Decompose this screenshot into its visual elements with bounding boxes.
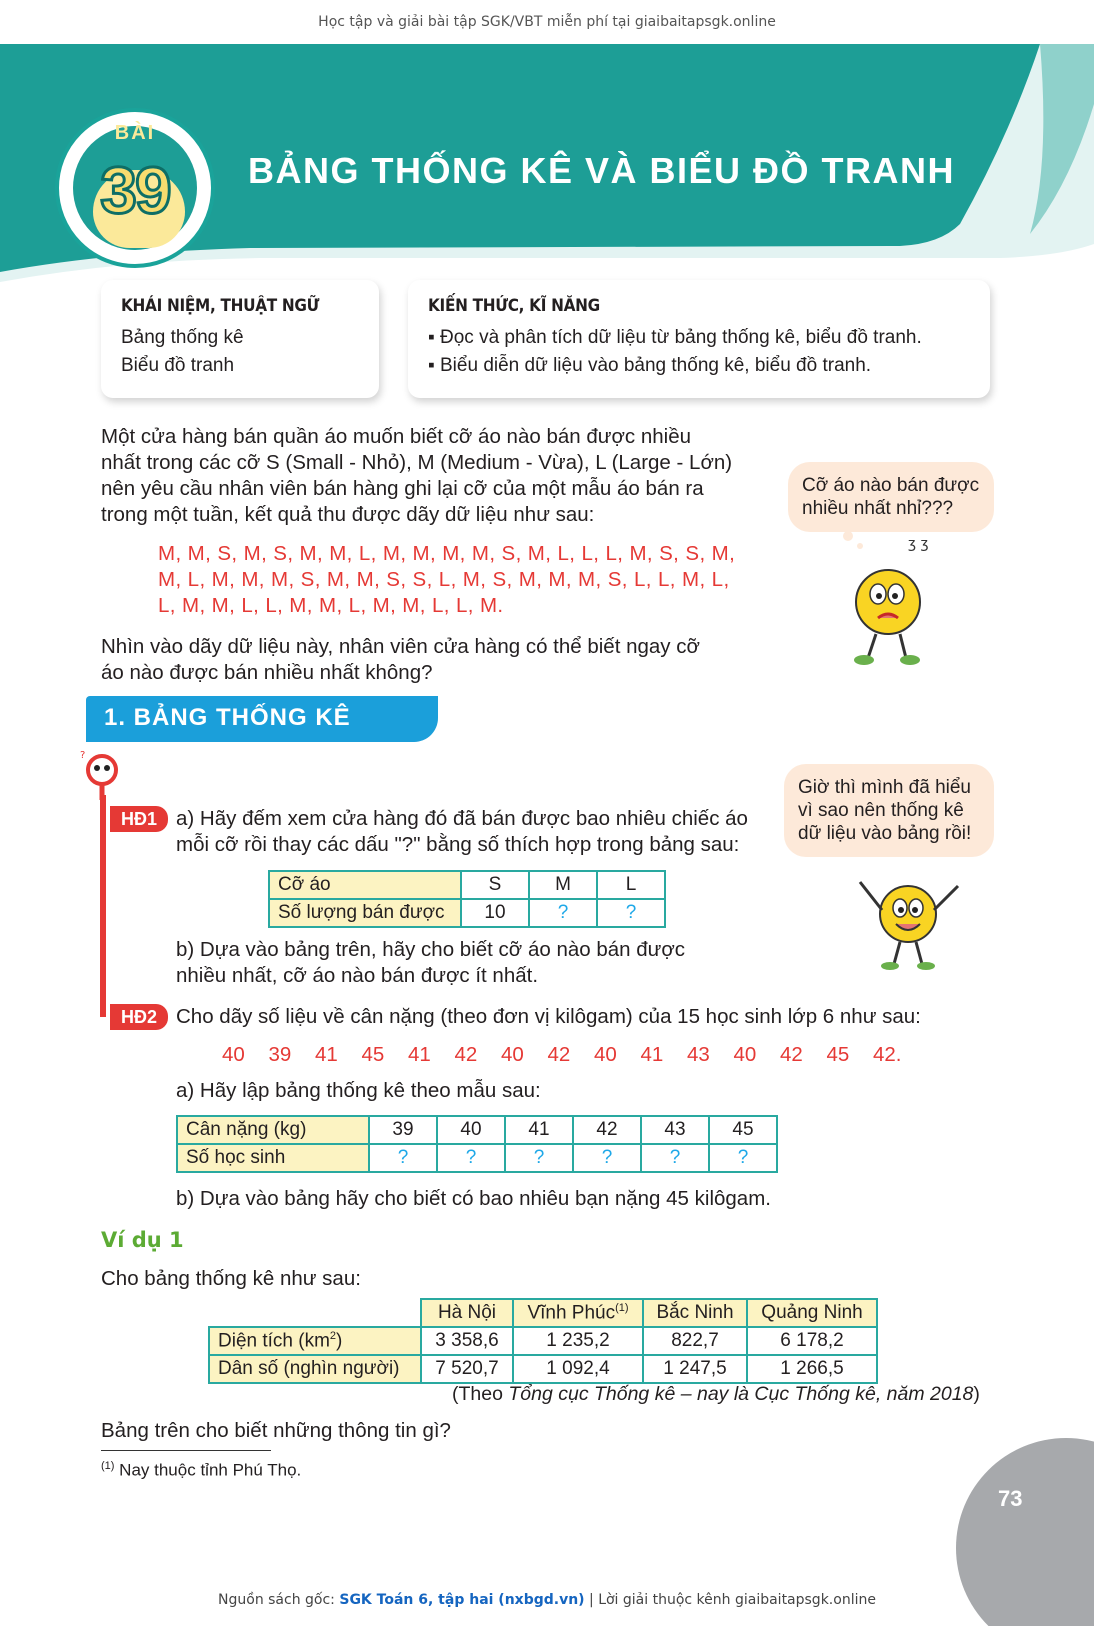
sequence-line: M, M, S, M, S, M, M, L, M, M, M, M, S, M, L, L, L, M, S, S, M, (158, 542, 736, 565)
hd1-a-line: a) Hãy đếm xem cửa hàng đó đã bán được bao nhiêu chiếc áo (176, 807, 748, 830)
hd1-b-line: b) Dựa vào bảng trên, hãy cho biết cỡ áo nào bán được (176, 938, 686, 961)
intro-line: trong một tuần, kết quả thu được dãy dữ liệu như sau: (101, 503, 595, 526)
table-cell: ? (709, 1144, 777, 1172)
magnifier-icon (80, 748, 124, 800)
table-cell: Cỡ áo (269, 871, 461, 899)
table-cell: M (529, 871, 597, 899)
table-cell: 822,7 (643, 1327, 747, 1355)
table-cell: 10 (461, 899, 529, 927)
table-row (269, 899, 665, 927)
speech-bubble-1 (788, 462, 994, 532)
bottom-note-suffix: | Lời giải thuộc kênh giaibaitapsgk.online (584, 1592, 876, 1608)
hd2-question-b: b) Dựa vào bảng hãy cho biết có bao nhiêu bạn nặng 45 kilôgam. (176, 1187, 771, 1210)
table-cell: ? (529, 899, 597, 927)
hd1-b-line: nhiều nhất, cỡ áo nào bán được ít nhất. (176, 964, 539, 987)
table-cell: 3 358,6 (421, 1327, 513, 1355)
table-row (177, 1116, 777, 1144)
table-cell (209, 1327, 421, 1355)
concept-item: Biểu đồ tranh (121, 355, 235, 376)
area-label: Diện tích (km (218, 1330, 330, 1352)
hd1-a-line: mỗi cỡ rồi thay các dấu "?" bằng số thích hợp trong bảng sau: (176, 833, 740, 856)
hd1-question-b (176, 937, 776, 989)
table-cell: 1 092,4 (513, 1355, 643, 1383)
hd2-intro: Cho dãy số liệu về cân nặng (theo đơn vị kilôgam) của 15 học sinh lớp 6 như sau: (176, 1005, 921, 1028)
speech-bubble-2 (784, 764, 994, 857)
hd1-table (268, 870, 666, 928)
footnote-text: Nay thuộc tỉnh Phú Thọ. (114, 1460, 302, 1480)
table-row (177, 1144, 777, 1172)
bubble-line: Cỡ áo nào bán được (802, 475, 980, 496)
bubble-line: Giờ thì mình đã hiểu (798, 777, 971, 798)
weights-sequence: 40 39 41 45 41 42 40 42 40 41 43 40 42 45 42. (222, 1043, 902, 1066)
lesson-number: 39 (100, 153, 170, 227)
section-1-bar (86, 696, 438, 742)
source-italic: Tổng cục Thống kê – nay là Cục Thống kê, năm 2018 (508, 1383, 974, 1405)
activity-vertical-line (100, 795, 106, 1017)
table-cell: L (597, 871, 665, 899)
table-cell: S (461, 871, 529, 899)
confused-character-icon (838, 530, 948, 670)
example-intro: Cho bảng thống kê như sau: (101, 1267, 361, 1290)
table-cell: ? (573, 1144, 641, 1172)
intro-line: Một cửa hàng bán quần áo muốn biết cỡ áo nào bán được nhiều (101, 425, 692, 448)
table-source (452, 1383, 980, 1406)
table-row (269, 871, 665, 899)
source-suffix: ) (973, 1383, 980, 1405)
bottom-note-prefix: Nguồn sách gốc: (218, 1592, 340, 1608)
sequence-line: M, L, M, M, M, S, M, M, S, S, L, M, S, M, M, M, S, L, L, M, L, (158, 568, 730, 591)
source-link[interactable]: SGK Toán 6, tập hai (nxbgd.vn) (339, 1592, 585, 1608)
hd1-tag: HĐ1 (110, 806, 168, 832)
size-sequence (158, 541, 768, 619)
table-cell: Hà Nội (421, 1299, 513, 1327)
table-cell: 40 (437, 1116, 505, 1144)
table-cell: 6 178,2 (747, 1327, 877, 1355)
table-cell: Số lượng bán được (269, 899, 461, 927)
table-cell: 41 (505, 1116, 573, 1144)
hd2-table (176, 1115, 778, 1173)
area-label-end: ) (336, 1330, 343, 1352)
top-note: Học tập và giải bài tập SGK/VBT miễn phí tại giaibaitapsgk.online (318, 14, 776, 30)
example-table (208, 1298, 878, 1384)
table-cell: ? (641, 1144, 709, 1172)
bubble-line: nhiều nhất nhỉ??? (802, 498, 954, 519)
table-corner-cell (209, 1299, 421, 1327)
section-1-title: 1. BẢNG THỐNG KÊ (104, 704, 351, 731)
skills-title: KIẾN THỨC, KĨ NĂNG (428, 296, 600, 316)
happy-character-icon (850, 870, 970, 970)
question-line: Nhìn vào dãy dữ liệu này, nhân viên cửa hàng có thể biết ngay cỡ (101, 635, 700, 658)
intro-paragraph (101, 424, 761, 528)
table-cell: Quảng Ninh (747, 1299, 877, 1327)
table-cell: Cân nặng (kg) (177, 1116, 369, 1144)
table-cell: ? (597, 899, 665, 927)
sequence-line: L, M, M, L, L, M, M, L, M, M, L, L, M. (158, 594, 504, 617)
vinh-phuc-label: Vĩnh Phúc (527, 1302, 616, 1324)
bubble-line: dữ liệu vào bảng rồi! (798, 823, 972, 844)
table-cell: 45 (709, 1116, 777, 1144)
table-row (209, 1299, 877, 1327)
page-number: 73 (998, 1486, 1023, 1511)
table-cell: ? (505, 1144, 573, 1172)
hd1-question-a (176, 806, 776, 858)
table-cell: 39 (369, 1116, 437, 1144)
table-cell: 1 235,2 (513, 1327, 643, 1355)
footnote-mark: (1) (101, 1460, 115, 1472)
table-cell: 7 520,7 (421, 1355, 513, 1383)
table-cell: ? (369, 1144, 437, 1172)
concepts-card (101, 280, 379, 398)
example-title: Ví dụ 1 (101, 1228, 184, 1252)
intro-line: nên yêu cầu nhân viên bán hàng ghi lại cỡ của một mẫu áo bán ra (101, 477, 704, 500)
area-label-sup: 2 (329, 1329, 337, 1342)
table-cell: Dân số (nghìn người) (209, 1355, 421, 1383)
bottom-note (0, 1592, 1094, 1608)
table-cell: 1 266,5 (747, 1355, 877, 1383)
example-question: Bảng trên cho biết những thông tin gì? (101, 1419, 451, 1442)
concepts-title: KHÁI NIỆM, THUẬT NGỮ (121, 296, 320, 316)
skill-item: ▪ Đọc và phân tích dữ liệu từ bảng thống kê, biểu đồ tranh. (428, 327, 922, 348)
footnote-mark: (1) (615, 1301, 629, 1314)
footnote (101, 1460, 301, 1481)
table-cell: 43 (641, 1116, 709, 1144)
lesson-title: BẢNG THỐNG KÊ VÀ BIỂU ĐỒ TRANH (248, 150, 956, 191)
intro-line: nhất trong các cỡ S (Small - Nhỏ), M (Medium - Vừa), L (Large - Lớn) (101, 451, 733, 474)
skill-item: ▪ Biểu diễn dữ liệu vào bảng thống kê, biểu đồ tranh. (428, 355, 872, 376)
table-cell: ? (437, 1144, 505, 1172)
svg-text:ʒ ʒ: ʒ ʒ (908, 536, 929, 552)
concept-item: Bảng thống kê (121, 327, 244, 348)
table-cell: 1 247,5 (643, 1355, 747, 1383)
badge-label: BÀI (114, 122, 156, 144)
source-prefix: (Theo (452, 1383, 509, 1405)
skills-card (408, 280, 990, 398)
table-cell (513, 1299, 643, 1327)
hd2-tag: HĐ2 (110, 1004, 168, 1030)
footnote-divider (101, 1450, 271, 1451)
table-cell: Bắc Ninh (643, 1299, 747, 1327)
lesson-badge (55, 108, 215, 268)
intro-question (101, 634, 761, 686)
table-cell: Số học sinh (177, 1144, 369, 1172)
question-line: áo nào được bán nhiều nhất không? (101, 661, 433, 684)
bubble-line: vì sao nên thống kê (798, 800, 964, 821)
hd2-question-a: a) Hãy lập bảng thống kê theo mẫu sau: (176, 1079, 541, 1102)
svg-text:?: ? (80, 750, 86, 761)
table-cell: 42 (573, 1116, 641, 1144)
table-row (209, 1355, 877, 1383)
table-row (209, 1327, 877, 1355)
